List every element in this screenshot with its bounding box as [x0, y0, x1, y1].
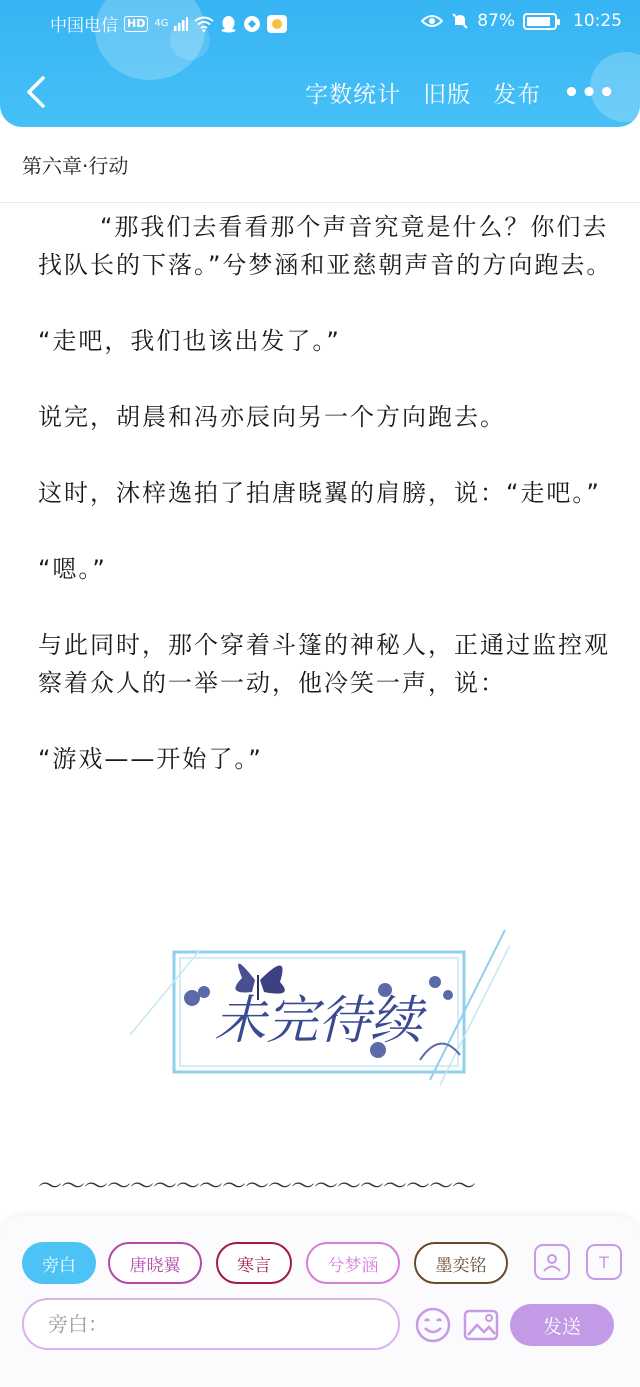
paragraph: 这时，沐梓逸拍了拍唐晓翼的肩膀，说：“走吧。” — [38, 479, 601, 507]
wifi-icon — [194, 16, 214, 32]
chevron-left-icon — [26, 76, 46, 108]
mute-icon — [451, 12, 469, 30]
battery-percent: 87% — [477, 11, 515, 31]
chip-label: 墨奕铭 — [435, 1255, 487, 1276]
role-chip-tang-xiaoyi[interactable] — [108, 1242, 202, 1284]
tilde-divider: ～～～～～～～～～～～～～～～～～～～ — [38, 1172, 475, 1200]
tag-icon — [592, 1250, 616, 1274]
message-input[interactable] — [22, 1298, 400, 1350]
clock: 10:25 — [573, 11, 622, 31]
carrier-label: 中国电信 — [50, 16, 118, 36]
hd-badge: HD — [124, 16, 148, 32]
publish-button[interactable]: 发布 — [493, 82, 542, 108]
emoji-icon[interactable] — [414, 1306, 452, 1344]
image-icon[interactable] — [462, 1306, 500, 1344]
send-button[interactable]: 发送 — [510, 1304, 614, 1346]
composer-panel — [0, 1216, 640, 1387]
character-manage-button[interactable] — [534, 1244, 570, 1280]
status-bar — [0, 0, 640, 44]
role-chip-xi-menghan[interactable] — [306, 1242, 400, 1284]
paragraph: 说完，胡晨和冯亦辰向另一个方向跑去。 — [38, 403, 506, 431]
word-count-button[interactable]: 字数统计 — [305, 82, 402, 108]
network-label: 4G — [154, 18, 169, 29]
paragraph: 与此同时，那个穿着斗篷的神秘人，正通过监控观察着众人的一举一动，他冷笑一声，说： — [38, 631, 610, 697]
app-notify-icon — [243, 15, 261, 33]
role-chip-mo-yiming[interactable] — [414, 1242, 508, 1284]
old-version-button[interactable]: 旧版 — [423, 82, 472, 108]
paragraph: “嗯。” — [38, 555, 107, 583]
paragraph: “走吧，我们也该出发了。” — [38, 327, 341, 355]
more-menu-button[interactable]: ••• — [563, 77, 616, 108]
role-chip-han-yan[interactable] — [216, 1242, 292, 1284]
divider — [0, 202, 640, 203]
app-header — [0, 0, 640, 127]
tag-button[interactable] — [586, 1244, 622, 1280]
paragraph: “游戏——开始了。” — [38, 745, 263, 773]
back-button[interactable] — [18, 72, 54, 112]
signal-icon — [174, 17, 188, 31]
nav-bar — [0, 60, 640, 124]
paragraph: “那我们去看看那个声音究竟是什么？你们去找队长的下落。”兮梦涵和亚慈朝声音的方向跑去。 — [38, 213, 613, 279]
chip-label: 寒言 — [237, 1255, 271, 1276]
user-card-icon — [540, 1250, 564, 1274]
chip-label: 兮梦涵 — [327, 1255, 379, 1276]
tbc-text: 未完待续 — [213, 991, 423, 1051]
svg-text:T: T — [599, 1253, 609, 1272]
to-be-continued-image — [130, 920, 510, 1130]
chapter-title[interactable]: 第六章·行动 — [22, 154, 129, 178]
chat-notify-icon — [267, 15, 287, 33]
chip-label: 唐晓翼 — [129, 1255, 181, 1276]
qq-icon — [220, 15, 237, 33]
battery-fill — [527, 17, 550, 26]
chip-label: 旁白 — [42, 1255, 76, 1276]
battery-icon — [523, 13, 557, 30]
role-chip-narrator[interactable] — [22, 1242, 96, 1284]
story-content[interactable] — [38, 208, 613, 816]
eye-icon — [421, 14, 443, 28]
